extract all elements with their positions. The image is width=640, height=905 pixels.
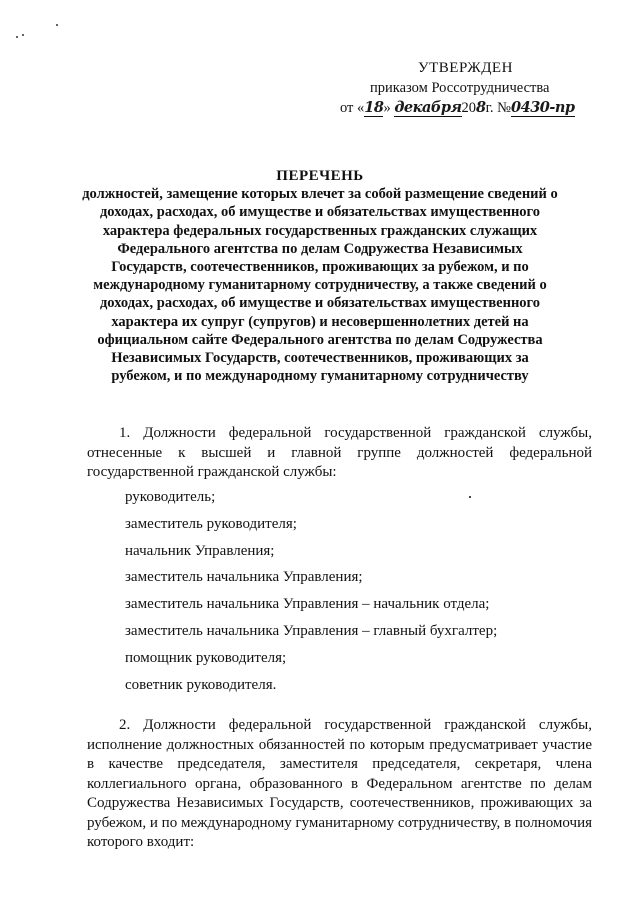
document-heading (80, 167, 560, 385)
list-item: советник руководителя. (125, 676, 277, 693)
approval-title: УТВЕРЖДЕН (418, 60, 513, 76)
handwritten-year: 8 (476, 99, 486, 116)
list-item: заместитель начальника Управления; (125, 569, 363, 586)
section-1-paragraph: 1. Должности федеральной государственной гражданской службы, отнесенные к высшей и главной группе должностей федеральной государственной гражданской службы: (87, 425, 592, 480)
heading-title: ПЕРЕЧЕНЬ (276, 168, 364, 184)
list-item: начальник Управления; (125, 542, 275, 559)
heading-text: должностей, замещение которых влечет за собой размещение сведений о доходах, расходах, об имуществе и обязательствах имущественного характера федеральных государственных гражданских служащих Федерального агентства по делам Содружества Независимых Государств, соотечественников, проживающих за рубежом, и по международному гуманитарному сотрудничеству, а также сведений о доходах, расходах, об имуществе и обязательствах имущественного характера их супруг (супругов) и несовершеннолетних детей на официальном сайте Федерального агентства по делам Содружества Независимых Государств, соотечественников, проживающих за рубежом, и по международному гуманитарному сотрудничеству (82, 186, 558, 385)
scan-specks (14, 24, 74, 44)
section-2-paragraph: 2. Должности федеральной государственной гражданской службы, исполнение должностных обязанностей по которым предусматривает участие в качестве председателя, заместителя председателя, секретаря, члена коллегиального органа, образованного в Федеральном агентстве по делам Содружества Независимых Государств, соотечественников, проживающих за рубежом, и по международному гуманитарному сотрудничеству, в полномочия которого входит: (87, 717, 592, 850)
list-item: заместитель начальника Управления – главный бухгалтер; (125, 622, 498, 639)
list-item: руководитель; (125, 489, 216, 505)
approval-date-line (340, 98, 575, 118)
date-prefix: от « (340, 100, 365, 116)
list-item: заместитель начальника Управления – начальник отдела; (125, 596, 490, 613)
scan-speck (469, 496, 471, 498)
handwritten-day: 18 (364, 99, 384, 116)
number-label: г. № (485, 100, 512, 116)
position-list (125, 487, 585, 701)
handwritten-month: декабря (394, 99, 462, 116)
handwritten-number: 0430-пр (511, 99, 575, 116)
list-item: заместитель руководителя; (125, 515, 297, 532)
year-prefix: 20 (461, 100, 477, 116)
day-suffix: » (383, 100, 391, 116)
list-item: помощник руководителя; (125, 649, 287, 666)
approval-order-text: приказом Россотрудничества (370, 80, 550, 96)
